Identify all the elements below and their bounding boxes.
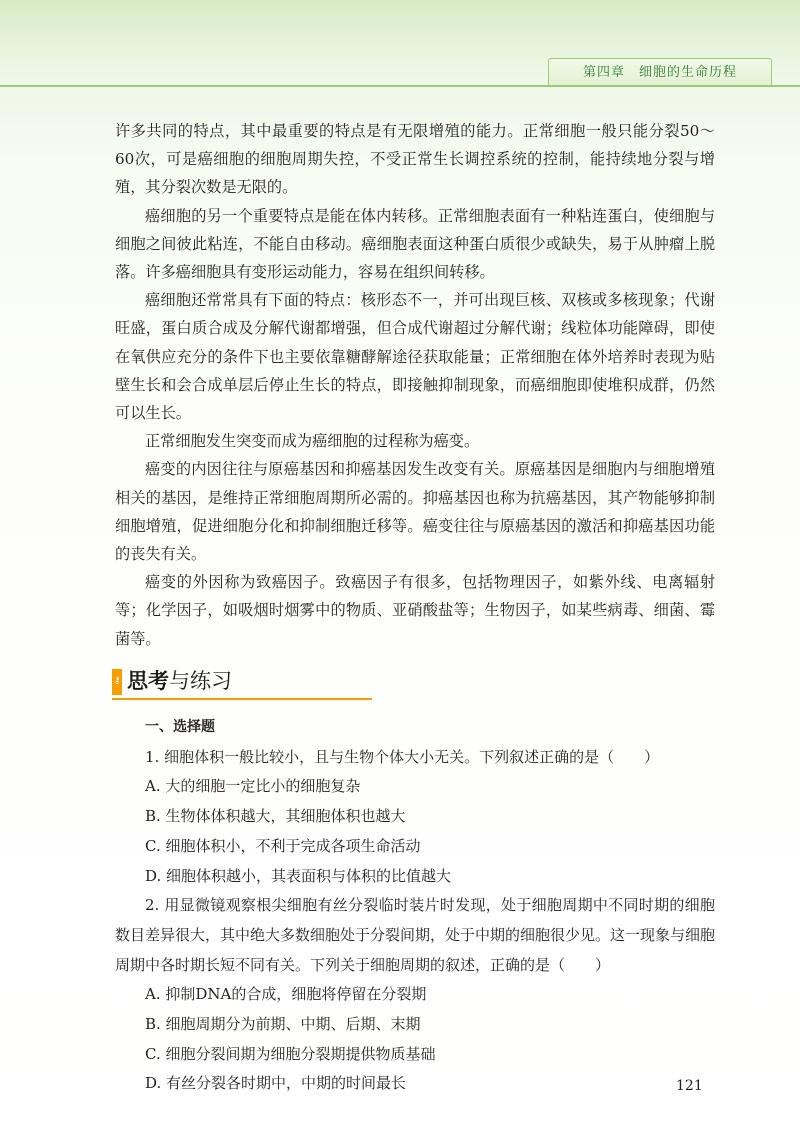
question-stem: 1. 细胞体积一般比较小，且与生物个体大小无关。下列叙述正确的是（ ） [145,747,660,766]
chapter-header: 第四章 细胞的生命历程 [548,58,772,86]
option: C. 细胞分裂间期为细胞分裂期提供物质基础 [145,1044,436,1063]
question-stem: 2. 用显微镜观察根尖细胞有丝分裂临时装片时发现，处于细胞周期中不同时期的细胞数目差异很大，其中绝大多数细胞处于分裂间期，处于中期的细胞很少见。这一现象与细胞周期中各时期长短不同有关。下列关于细胞周期的叙述，正确的是（ ） [115,896,716,974]
key-icon: ⚷ [113,676,121,686]
option: A. 大的细胞一定比小的细胞复杂 [145,777,361,796]
option: D. 有丝分裂各时期中，中期的时间最长 [145,1074,407,1093]
exercise-block [115,713,716,1099]
header-divider [0,85,800,87]
paragraph: 癌变的外因称为致癌因子。致癌因子有很多，包括物理因子，如紫外线、电离辐射等；化学因子，如吸烟时烟雾中的物质、亚硝酸盐等；生物因子，如某些病毒、细菌、霉菌等。 [115,573,715,648]
option: A. 抑制DNA的合成，细胞将停留在分裂期 [145,985,427,1004]
option: D. 细胞体积越小，其表面积与体积的比值越大 [145,866,452,885]
paragraph: 癌细胞还常常具有下面的特点：核形态不一，并可出现巨核、双核或多核现象；代谢旺盛，蛋白质合成及分解代谢都增强，但合成代谢超过分解代谢；线粒体功能障碍，即使在氧供应充分的条件下也主要依靠糖酵解途径获取能量；正常细胞在体外培养时表现为贴壁生长和会合成单层后停止生长的特点，即接触抑制现象，而癌细胞即使堆积成群，仍然可以生长。 [115,291,715,423]
section-title-rest: 与练习 [169,669,232,693]
paragraph: 癌变的内因往往与原癌基因和抑癌基因发生改变有关。原癌基因是细胞内与细胞增殖相关的基因，是维持正常细胞周期所必需的。抑癌基因也称为抗癌基因，其产物能够抑制细胞增殖，促进细胞分化和抑制细胞迁移等。癌变往往与原癌基因的激活和抑癌基因功能的丧失有关。 [115,460,715,564]
exercise-heading: 一、选择题 [145,719,215,735]
section-title-bold: 思考 [127,669,169,693]
section-title [127,665,232,697]
section-heading [112,665,372,697]
option: B. 生物体体积越大，其细胞体积也越大 [145,807,406,826]
page-number: 121 [676,1078,703,1094]
option: B. 细胞周期分为前期、中期、后期、末期 [145,1015,421,1034]
paragraph: 癌细胞的另一个重要特点是能在体内转移。正常细胞表面有一种粘连蛋白，使细胞与细胞之间彼此粘连，不能自由移动。癌细胞表面这种蛋白质很少或缺失，易于从肿瘤上脱落。许多癌细胞具有变形运动能力，容易在组织间转移。 [115,206,715,282]
paragraph: 许多共同的特点，其中最重要的特点是有无限增殖的能力。正常细胞一般只能分裂50～60次，可是癌细胞的细胞周期失控，不受正常生长调控系统的控制，能持续地分裂与增殖，其分裂次数是无限的。 [115,122,715,197]
option: C. 细胞体积小，不利于完成各项生命活动 [145,836,421,855]
paragraph: 正常细胞发生突变而成为癌细胞的过程称为癌变。 [145,432,480,451]
section-underline [112,698,372,700]
body-text [115,117,715,653]
